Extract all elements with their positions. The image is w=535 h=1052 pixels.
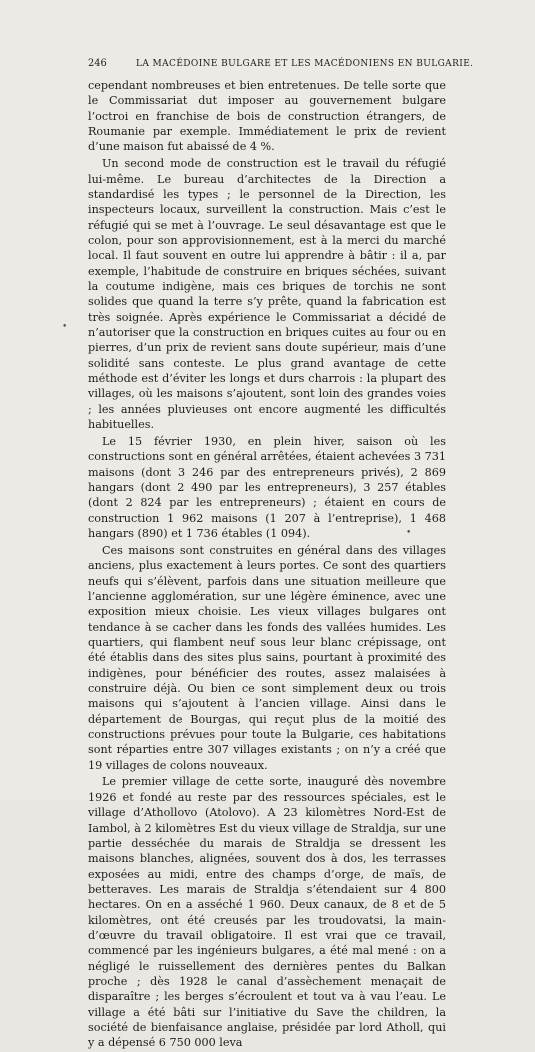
body-text	[88, 78, 446, 1052]
margin-mark: •	[406, 528, 412, 538]
page-number: 246	[88, 58, 107, 69]
paragraph: Le premier village de cette sorte, inauguré dès novembre 1926 et fondé au reste par des ressources spéciales, est le village d’Athollovo (Atolovo). A 23 kilomètres Nord-Est de Iambol, à 2 kilomètres Est du vieux village de Straldja, sur une partie desséchée du marais de Straldja se dressent les maisons blanches, alignées, souvent dos à dos, les terrasses exposées au midi, entre des champs d’orge, de maïs, de betteraves. Les marais de Straldja s’étendaient sur 4 800 hectares. On en a asséché 1 960. Deux canaux, de 8 et de 5 kilomètres, ont été creusés par les troudovatsi, la main-d’œuvre du travail obligatoire. Il est vrai que ce travail, commencé par les ingénieurs bulgares, a été mal mené : on a négligé le ruissellement des dernières pentes du Balkan proche ; dès 1928 le canal d’assèchement menaçait de disparaître ; les berges s’écroulent et tout va à vau l’eau. Le village a été bâti sur l’initiative du Save the children, la société de bienfaisance anglaise, présidée par lord Atholl, qui y a dépensé 6 750 000 leva	[88, 775, 446, 1050]
margin-mark: •	[62, 322, 68, 332]
paragraph: Ces maisons sont construites en général dans des villages anciens, plus exactement à leurs portes. Ce sont des quartiers neufs qui s’élèvent, parfois dans une situation meilleure que l’ancienne agglomération, sur une légère éminence, avec une exposition mieux choisie. Les vieux villages bulgares ont tendance à se cacher dans les fonds des vallées humides. Les quartiers, qui flambent neuf sous leur blanc crépissage, ont été établis dans des sites plus sains, pourtant à proximité des indigènes, pour bénéficier des routes, assez malaisées à construire déjà. Ou bien ce sont simplement deux ou trois maisons qui s’ajoutent à l’ancien village. Ainsi dans le département de Bourgas, qui reçut plus de la moitié des constructions prévues pour toute la Bulgarie, ces habitations sont réparties entre 307 villages existants ; on n’y a créé que 19 villages de colons nouveaux.	[88, 543, 446, 772]
paragraph: cependant nombreuses et bien entretenues. De telle sorte que le Commissariat dut imposer au gouvernement bulgare l’octroi en franchise de bois de construction étrangers, de Roumanie par exemple. Immédiatement le prix de revient d’une maison fut abaissé de 4 %.	[88, 79, 446, 154]
running-title: LA MACÉDOINE BULGARE ET LES MACÉDONIENS EN BULGARIE.	[136, 59, 474, 69]
paragraph: Un second mode de construction est le travail du réfugié lui-même. Le bureau d’architectes de la Direction a standardisé les types ; le personnel de la Direction, les inspecteurs locaux, surveillent la construction. Mais c’est le réfugié qui se met à l’ouvrage. Le seul désavantage est que le colon, pour son approvisionnement, est à la merci du marché local. Il faut souvent en outre lui apprendre à bâtir : il a, par exemple, l’habitude de construire en briques séchées, suivant la coutume indigène, mais ces briques de torchis ne sont solides que quand la terre s’y prête, quand la fabrication est très soignée. Après expérience le Commissariat a décidé de n’autoriser que la construction en briques cuites au four ou en pierres, d’un prix de revient sans doute supérieur, mais d’une solidité sans conteste. Le plus grand avantage de cette méthode est d’éviter les longs et durs charrois : la plupart des villages, où les maisons s’ajoutent, sont loin des grandes voies ; les années pluvieuses ont encore augmenté les difficultés habituelles.	[88, 157, 446, 432]
paragraph: Le 15 février 1930, en plein hiver, saison où les constructions sont en général arrêtées, étaient achevées 3 731 maisons (dont 3 246 par des entrepreneurs privés), 2 869 hangars (dont 2 490 par les entrepreneurs), 3 257 étables (dont 2 824 par les entrepreneurs) ; étaient en cours de construction 1 962 maisons (1 207 à l’entreprise), 1 468 hangars (890) et 1 736 étables (1 094).	[88, 434, 446, 540]
